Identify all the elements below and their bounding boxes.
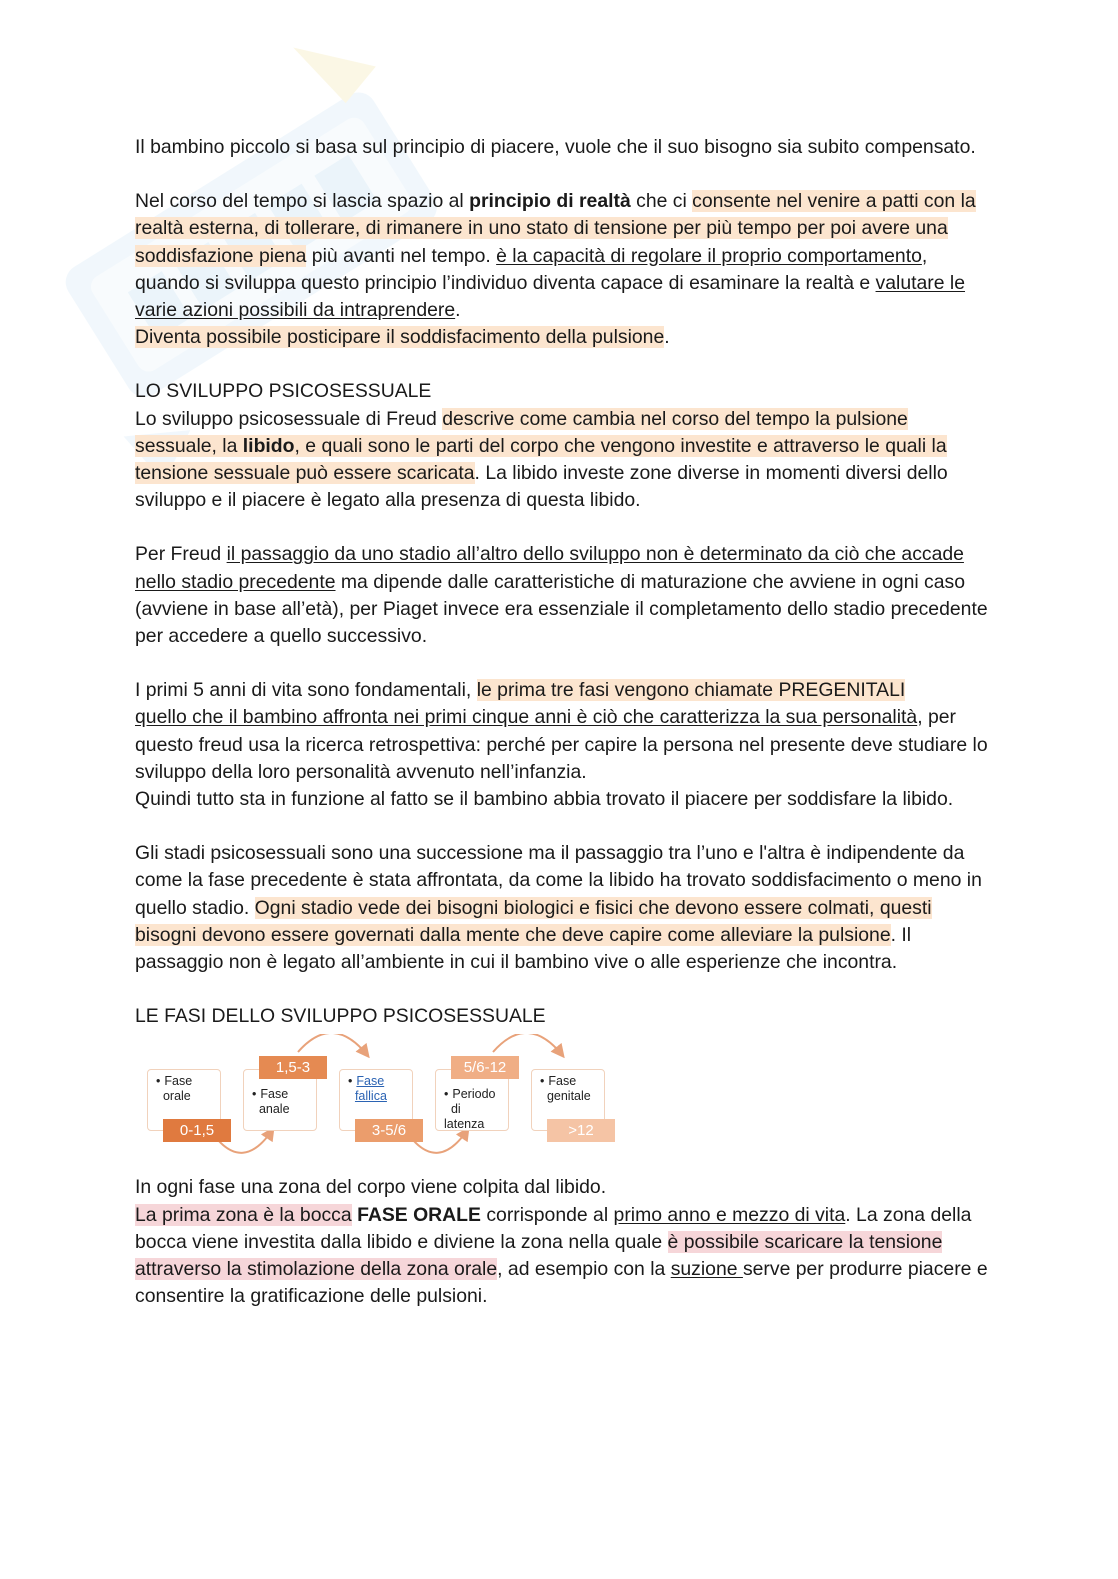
underlined-text: valutare le varie azioni possibili da intraprendere xyxy=(135,271,966,322)
paragraph-libido: Lo sviluppo psicosessuale di Freud descrive come cambia nel corso del tempo la pulsione sessuale, la libido, e quali sono le parti del corpo che vengono investite e attraverso le quali la tensione sessuale può essere scaricata. La libido investe zone diverse in momenti diversi dello sviluppo e il piacere è legato alla presenza di questa libido. xyxy=(135,407,948,512)
age-tag-genitale: >12 xyxy=(547,1119,615,1142)
highlight-text: le prima tre fasi vengono chiamate PREGENITALI xyxy=(476,679,906,702)
arrow-latenza-genitale xyxy=(493,1034,563,1056)
underlined-text: il passaggio da uno stadio all’altro dello sviluppo non è determinato da ciò che accade nello stadio precedente xyxy=(135,543,964,593)
underlined-text: suzione xyxy=(670,1258,743,1281)
paragraph-stadi: Gli stadi psicosessuali sono una successione ma il passaggio tra l’uno e l'altra è indipendente da come la fase precedente è stata affrontata, da come la libido ha trovato soddisfacimento o meno in quello stadio. Ogni stadio vede dei bisogni biologici e fisici che devono essere colmati, questi bisogni devono essere governati dalla mente che deve capire come alleviare la pulsione. Il passaggio non è legato all’ambiente in cui il bambino vive o alle esperienze che incontra. xyxy=(135,842,982,974)
paragraph-fase-orale: In ogni fase una zona del corpo viene colpita dal libido. La prima zona è la bocca FASE ORALE corrisponde al primo anno e mezzo di vita. La zona della bocca viene investita dalla libido e diviene la zona nella quale è possibile scaricare la tensione attraverso la stimolazione della zona orale, ad esempio con la suzione serve per produrre piacere e consentire la gratificazione delle pulsioni. xyxy=(135,1176,988,1308)
underlined-text: primo anno e mezzo di vita xyxy=(613,1203,846,1226)
paragraph-principio-realta: Nel corso del tempo si lascia spazio al principio di realtà che ci consente nel venire a patti con la realtà esterna, di tollerare, di rimanere in uno stato di tensione per più tempo per poi avere una soddisfazione piena più avanti nel tempo. è la capacità di regolare il proprio comportamento, quando si sviluppa questo principio l’individuo diventa capace di esaminare la realtà e valutare le varie azioni possibili da intraprendere. Diventa possibile posticipare il soddisfacimento della pulsione. xyxy=(135,190,976,349)
paragraph-principio-piacere: Il bambino piccolo si basa sul principio di piacere, vuole che il suo bisogno sia subito compensato. xyxy=(135,136,976,158)
paragraph-freud-piaget: Per Freud il passaggio da uno stadio all’altro dello sviluppo non è determinato da ciò che accade nello stadio precedente ma dipende dalle caratteristiche di maturazione che avviene in ogni caso (avviene in base all’età), per Piaget invece era essenziale il completamento dello stadio precedente per accedere a quello successivo. xyxy=(135,543,988,648)
link-fase[interactable]: Fase xyxy=(356,1074,385,1089)
phase-box-fallica: • Fase fallica xyxy=(339,1069,413,1131)
highlight-text: descrive come cambia nel corso del tempo la pulsione sessuale, la libido, e quali sono le parti del corpo che vengono investite e attraverso le quali la tensione sessuale può essere scaricata xyxy=(135,407,947,485)
highlight-text: Ogni stadio vede dei bisogni biologici e fisici che devono essere colmati, questi bisogni devono essere governati dalla mente che deve capire come alleviare la pulsione xyxy=(135,896,932,946)
bold-principio-realta: principio di realtà xyxy=(469,190,631,213)
highlight-text: consente nel venire a patti con la realtà esterna, di tollerare, di rimanere in uno stato di tensione per più tempo per poi avere una soddisfazione piena xyxy=(135,190,976,267)
phase-box-orale: • Fase orale xyxy=(147,1069,221,1131)
document-body xyxy=(135,134,995,1338)
phases-diagram xyxy=(143,1034,643,1164)
phase-box-genitale: • Fase genitale xyxy=(531,1069,605,1131)
arrow-anale-fallica xyxy=(298,1034,368,1056)
phase-box-latenza: • Periodo di latenza xyxy=(435,1069,509,1131)
age-tag-anale: 1,5-3 xyxy=(259,1056,327,1079)
underlined-text: è la capacità di regolare il proprio comportamento xyxy=(496,244,922,267)
highlight-text: Diventa possibile posticipare il soddisfacimento della pulsione xyxy=(135,326,665,349)
bold-fase-orale: FASE ORALE xyxy=(357,1203,481,1226)
phase-box-anale: • Fase anale xyxy=(243,1069,317,1131)
heading-sviluppo-psicosessuale: LO SVILUPPO PSICOSESSUALE xyxy=(135,380,432,403)
highlight-pink-text: La prima zona è la bocca xyxy=(135,1203,352,1226)
paragraph-pregenitali: I primi 5 anni di vita sono fondamentali, le prima tre fasi vengono chiamate PREGENITALI quello che il bambino affronta nei primi cinque anni è ciò che caratterizza la sua personalità, per questo freud usa la ricerca retrospettiva: perché per capire la persona nel presente deve studiare lo sviluppo della loro personalità avvenuto nell’infanzia. Quindi tutto sta in funzione al fatto se il bambino abbia trovato il piacere per soddisfare la libido. xyxy=(135,679,988,811)
age-tag-latenza: 5/6-12 xyxy=(451,1056,519,1079)
underlined-text: quello che il bambino affronta nei primi cinque anni è ciò che caratterizza la sua personalità xyxy=(135,706,918,729)
bold-libido: libido xyxy=(242,434,295,457)
age-tag-orale: 0-1,5 xyxy=(163,1119,231,1142)
heading-fasi: LE FASI DELLO SVILUPPO PSICOSESSUALE xyxy=(135,1005,546,1028)
age-tag-fallica: 3-5/6 xyxy=(355,1119,423,1142)
link-fallica[interactable]: fallica xyxy=(354,1089,387,1104)
highlight-pink-text: è possibile scaricare la tensione attraverso la stimolazione della zona orale xyxy=(135,1230,943,1281)
